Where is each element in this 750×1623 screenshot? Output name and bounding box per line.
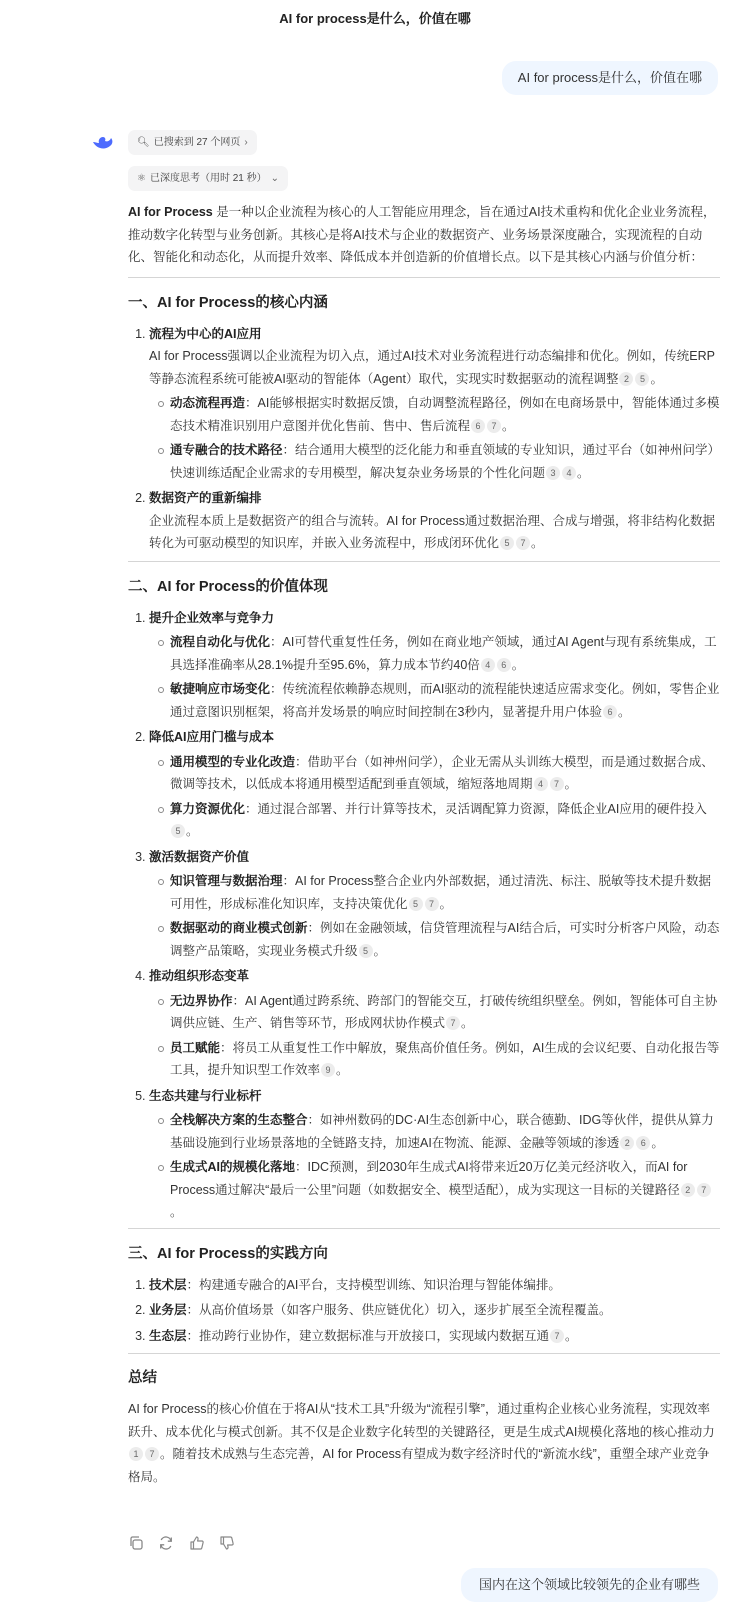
section-heading: 一、AI for Process的核心内涵 xyxy=(128,294,328,311)
citation-badge[interactable]: 1 xyxy=(129,1447,143,1461)
list-item-desc: ：构建通专融合的AI平台，支持模型训练、知识治理与智能体编排。 xyxy=(186,1277,561,1292)
bullet-item: 全栈解决方案的生态整合：如神州数码的DC·AI生态创新中心，联合德勤、IDG等伙伴，提供从算力基础设施到行业场景落地的全链路支持，加速AI在物流、能源、金融等领域的渗透 2 6 。 xyxy=(170,1109,720,1154)
bullet-term: 通专融合的技术路径 xyxy=(170,443,283,457)
bullet-desc: ：通过混合部署、并行计算等技术，灵活调配算力资源，降低企业AI应用的硬件投入 xyxy=(245,801,707,816)
section-heading: 三、AI for Process的实践方向 xyxy=(128,1245,328,1262)
bullet-item: 生成式AI的规模化落地：IDC预测，到2030年生成式AI将带来近20万亿美元经济收入，而AI for Process通过解决“最后一公里”问题（如数据安全、模型适配），成为实现这一目标的关键路径 2 7。 xyxy=(170,1156,720,1224)
citation-badge[interactable]: 2 xyxy=(619,372,633,386)
citation-badge[interactable]: 7 xyxy=(487,419,501,433)
bullet-item: 流程自动化与优化：AI可替代重复性任务，例如在商业地产领域，通过AI Agent与现有系统集成，工具选择准确率从28.1%提升至95.6%，算力成本节约40倍 4 6 。 xyxy=(170,631,720,676)
deep-think-label: 已深度思考（用时 21 秒） xyxy=(149,173,267,184)
citation-badge[interactable]: 7 xyxy=(697,1183,711,1197)
citation-badge[interactable]: 7 xyxy=(425,897,439,911)
bullet-desc: ：AI能够根据实时数据反馈，自动调整流程路径，例如在电商场景中，智能体通过多模态技术精准识别用户意图并优化售前、售中、售后流程 xyxy=(170,396,720,433)
bullet-item: 通用模型的专业化改造：借助平台（如神州问学），企业无需从头训练大模型，而是通过数据合成、微调等技术，以低成本将通用模型适配到垂直领域，缩短落地周期 4 7 。 xyxy=(170,751,720,796)
bullet-desc: ：AI Agent通过跨系统、跨部门的智能交互，打破传统组织壁垒。例如，智能体可自主协调供应链、生产、销售等环节，形成网状协作模式 xyxy=(170,993,718,1030)
thumbs-down-icon[interactable] xyxy=(219,1535,237,1553)
message-actions xyxy=(128,1535,245,1553)
chevron-down-icon: ⌄ xyxy=(270,173,280,184)
list-item xyxy=(149,1274,720,1297)
bullet-term: 数据驱动的商业模式创新 xyxy=(170,921,308,935)
divider xyxy=(128,561,720,562)
divider xyxy=(128,277,720,278)
bullet-desc: ：传统流程依赖静态规则，而AI驱动的流程能快速适应需求变化。例如，零售企业通过意图识别框架，将高并发场景的响应时间控制在3秒内，显著提升用户体验 xyxy=(170,682,720,719)
bullet-term: 通用模型的专业化改造 xyxy=(170,754,296,769)
summary-text: AI for Process的核心价值在于将AI从“技术工具”升级为“流程引擎”，通过重构企业核心业务流程，实现效率跃升、成本优化与模式创新。其不仅是企业数字化转型的关键路径，更是生成式AI规模化落地的核心推动力 xyxy=(128,1402,715,1439)
list-item-desc: ：从高价值场景（如客户服务、供应链优化）切入，逐步扩展至全流程覆盖。 xyxy=(186,1303,612,1317)
intro-paragraph xyxy=(128,201,720,269)
bullet-desc: ：AI for Process整合企业内外部数据，通过清洗、标注、脱敏等技术提升数据可用性，形成标准化知识库，支持决策优化 xyxy=(170,874,712,911)
list-item-title: 1. 提升企业效率与竞争力 xyxy=(149,610,275,625)
citation-badge[interactable]: 5 xyxy=(500,536,514,550)
citation-badge[interactable]: 3 xyxy=(546,466,560,480)
intro-bold: AI for Process xyxy=(128,205,213,219)
bullet-desc: ：结合通用大模型的泛化能力和垂直领域的专业知识，通过平台（如神州问学）快速训练适配企业需求的专用模型，解决复杂业务场景的个性化问题 xyxy=(170,443,714,480)
list-item xyxy=(149,1085,720,1224)
list-item xyxy=(149,1299,720,1322)
bullet-item: 员工赋能：将员工从重复性工作中解放，聚焦高价值任务。例如，AI生成的会议纪要、自动化报告等工具，提升知识型工作效率 9 。 xyxy=(170,1037,720,1082)
citation-badge[interactable]: 7 xyxy=(145,1447,159,1461)
list-item xyxy=(149,607,720,724)
citation-badge[interactable]: 5 xyxy=(359,944,373,958)
search-results-pill[interactable] xyxy=(128,130,257,155)
bullet-item: 无边界协作：AI Agent通过跨系统、跨部门的智能交互，打破传统组织壁垒。例如，智能体可自主协调供应链、生产、销售等环节，形成网状协作模式 7 。 xyxy=(170,990,720,1035)
citation-badge[interactable]: 4 xyxy=(562,466,576,480)
list-item: 3. 生态层：推动跨行业协作，建立数据标准与开放接口，实现域内数据互通 7 。 xyxy=(149,1325,720,1348)
citation-badge[interactable]: 5 xyxy=(635,372,649,386)
bullet-list xyxy=(149,751,720,843)
bullet-term: 敏捷响应市场变化 xyxy=(170,682,271,696)
list-item-title: 5. 生态共建与行业标杆 xyxy=(149,1088,262,1103)
list-item xyxy=(149,965,720,1082)
list-item-title: 3. 激活数据资产价值 xyxy=(149,849,250,864)
list-item-body: 企业流程本质上是数据资产的组合与流转。AI for Process通过数据治理、合成与增强，将非结构化数据转化为可驱动模型的知识库，并嵌入业务流程中，形成闭环优化 xyxy=(149,513,715,550)
summary-heading: 总结 xyxy=(128,1370,157,1386)
list-item-desc: ：推动跨行业协作，建立数据标准与开放接口，实现域内数据互通 xyxy=(186,1328,550,1343)
divider xyxy=(128,1228,720,1229)
bullet-term: 全栈解决方案的生态整合 xyxy=(170,1113,308,1127)
list-item xyxy=(149,846,720,963)
bullet-desc: ：将员工从重复性工作中解放，聚焦高价值任务。例如，AI生成的会议纪要、自动化报告等工具，提升知识型工作效率 xyxy=(170,1040,720,1077)
list-item-term: 生态层 xyxy=(149,1328,187,1343)
bullet-list xyxy=(149,1109,720,1224)
list-item: 2. 数据资产的重新编排 企业流程本质上是数据资产的组合与流转。AI for Process通过数据治理、合成与增强，将非结构化数据转化为可驱动模型的知识库，并嵌入业务流程中，形成闭环优化 5 7 。 xyxy=(149,487,720,555)
chevron-right-icon: › xyxy=(244,137,248,148)
list-item-title: 2. 降低AI应用门槛与成本 xyxy=(149,730,275,744)
search-icon: 🔍︎ xyxy=(137,137,150,148)
list-item-title: 1. 流程为中心的AI应用 xyxy=(149,326,262,341)
page-title: AI for process是什么，价值在哪 xyxy=(279,11,471,26)
atom-icon: ⚛ xyxy=(137,173,146,184)
bullet-list xyxy=(149,990,720,1082)
divider xyxy=(128,1353,720,1354)
citation-badge[interactable]: 4 xyxy=(534,777,548,791)
citation-badge[interactable]: 6 xyxy=(603,705,617,719)
bullet-term: 算力资源优化 xyxy=(170,801,246,816)
citation-badge[interactable]: 7 xyxy=(550,777,564,791)
assistant-avatar-icon xyxy=(90,130,116,156)
bullet-term: 员工赋能 xyxy=(170,1040,221,1055)
bullet-item: 敏捷响应市场变化：传统流程依赖静态规则，而AI驱动的流程能快速适应需求变化。例如，零售企业通过意图识别框架，将高并发场景的响应时间控制在3秒内，显著提升用户体验 6 。 xyxy=(170,678,720,723)
bullet-list xyxy=(149,870,720,962)
bullet-desc: ：借助平台（如神州问学），企业无需从头训练大模型，而是通过数据合成、微调等技术，以低成本将通用模型适配到垂直领域，缩短落地周期 xyxy=(170,754,714,791)
citation-badge[interactable]: 6 xyxy=(471,419,485,433)
intro-text: 是一种以企业流程为核心的人工智能应用理念，旨在通过AI技术重构和优化企业业务流程，推动数字化转型与业务创新。其核心是将AI技术与企业的数据资产、业务场景深度融合，实现流程的自动化、智能化和动态化，从而提升效率、降低成本并创造新的价值增长点。以下是其核心内涵与价值分析： xyxy=(128,205,716,264)
bullet-term: 知识管理与数据治理 xyxy=(170,874,283,888)
list-item: 1. 流程为中心的AI应用 AI for Process强调以企业流程为切入点，通过AI技术对业务流程进行动态编排和优化。例如，传统ERP等静态流程系统可能被AI驱动的智能体（Agent）取代，实现实时数据驱动的流程调整 2 5 。 动态流程再造：AI能够根据实时数据反馈，自动调整流程路径，例如在电商场景中，智能体通过多模态技术精准识别用户意图并优化售前、售中、售后流程 6 7 。 通专融合的技术路径：结合通用大模型的泛化能力和垂直领域的专业知识，通过平台（如神州问学）快速训练适配企业需求的专用模型，解决复杂业务场景的个性化问题 3 4 。 xyxy=(149,323,720,485)
bullet-desc: ：如神州数码的DC·AI生态创新中心，联合德勤、IDG等伙伴，提供从算力基础设施到行业场景落地的全链路支持，加速AI在物流、能源、金融等领域的渗透 xyxy=(170,1113,714,1150)
bullet-term: 动态流程再造 xyxy=(170,396,246,410)
citation-badge[interactable]: 2 xyxy=(681,1183,695,1197)
bullet-item: 动态流程再造：AI能够根据实时数据反馈，自动调整流程路径，例如在电商场景中，智能体通过多模态技术精准识别用户意图并优化售前、售中、售后流程 6 7 。 xyxy=(170,392,720,437)
bullet-term: 流程自动化与优化 xyxy=(170,635,271,649)
list-item-term: 技术层 xyxy=(149,1277,187,1292)
bullet-desc: ：IDC预测，到2030年生成式AI将带来近20万亿美元经济收入，而AI for Process通过解决“最后一公里”问题（如数据安全、模型适配），成为实现这一目标的关键路径 xyxy=(170,1160,688,1197)
citation-badge[interactable]: 6 xyxy=(497,658,511,672)
list-item-body: AI for Process强调以企业流程为切入点，通过AI技术对业务流程进行动态编排和优化。例如，传统ERP等静态流程系统可能被AI驱动的智能体（Agent）取代，实现实时数据驱动的流程调整 xyxy=(149,349,716,386)
section-heading: 二、AI for Process的价值体现 xyxy=(128,578,328,595)
numbered-list xyxy=(128,607,720,1224)
bullet-item: 通专融合的技术路径：结合通用大模型的泛化能力和垂直领域的专业知识，通过平台（如神州问学）快速训练适配企业需求的专用模型，解决复杂业务场景的个性化问题 3 4 。 xyxy=(170,439,720,484)
summary-paragraph xyxy=(128,1398,720,1488)
bullet-item: 数据驱动的商业模式创新：例如在金融领域，信贷管理流程与AI结合后，可实时分析客户风险，动态调整产品策略，实现业务模式升级 5 。 xyxy=(170,917,720,962)
list-item xyxy=(149,726,720,843)
summary-text-end: 。随着技术成熟与生态完善，AI for Process有望成为数字经济时代的“新流水线”，重塑全球产业竞争格局。 xyxy=(128,1447,710,1484)
citation-badge[interactable]: 6 xyxy=(636,1136,650,1150)
citation-badge[interactable]: 4 xyxy=(481,658,495,672)
user-message: 国内在这个领域比较领先的企业有哪些 xyxy=(461,1568,718,1602)
thumbs-up-icon[interactable] xyxy=(189,1535,207,1553)
citation-badge[interactable]: 7 xyxy=(446,1016,460,1030)
user-message: AI for process是什么，价值在哪 xyxy=(502,61,718,95)
bullet-desc: ：AI可替代重复性任务，例如在商业地产领域，通过AI Agent与现有系统集成，工具选择准确率从28.1%提升至95.6%，算力成本节约40倍 xyxy=(170,635,717,672)
citation-badge[interactable]: 5 xyxy=(409,897,423,911)
bullet-term: 生成式AI的规模化落地 xyxy=(170,1160,296,1174)
list-item-title: 2. 数据资产的重新编排 xyxy=(149,491,262,505)
copy-icon[interactable] xyxy=(128,1535,146,1553)
citation-badge[interactable]: 2 xyxy=(620,1136,634,1150)
citation-badge[interactable]: 7 xyxy=(550,1329,564,1343)
bullet-item: 知识管理与数据治理：AI for Process整合企业内外部数据，通过清洗、标注、脱敏等技术提升数据可用性，形成标准化知识库，支持决策优化 5 7 。 xyxy=(170,870,720,915)
search-results-label: 已搜索到 27 个网页 xyxy=(153,137,241,148)
refresh-icon[interactable] xyxy=(158,1535,176,1553)
numbered-list xyxy=(128,323,720,555)
bullet-item: 算力资源优化：通过混合部署、并行计算等技术，灵活调配算力资源，降低企业AI应用的硬件投入5 。 xyxy=(170,798,720,843)
bullet-list xyxy=(149,392,720,484)
bullet-list xyxy=(149,631,720,723)
list-item-title: 4. 推动组织形态变革 xyxy=(149,969,250,983)
assistant-answer xyxy=(128,201,720,1488)
bullet-term: 无边界协作 xyxy=(170,993,233,1008)
bullet-desc: ：例如在金融领域，信贷管理流程与AI结合后，可实时分析客户风险，动态调整产品策略，实现业务模式升级 xyxy=(170,921,720,958)
numbered-list xyxy=(128,1274,720,1348)
deep-think-pill[interactable] xyxy=(128,166,288,191)
citation-badge[interactable]: 5 xyxy=(171,824,185,838)
citation-badge[interactable]: 7 xyxy=(516,536,530,550)
list-item-term: 业务层 xyxy=(149,1303,187,1317)
citation-badge[interactable]: 9 xyxy=(321,1063,335,1077)
